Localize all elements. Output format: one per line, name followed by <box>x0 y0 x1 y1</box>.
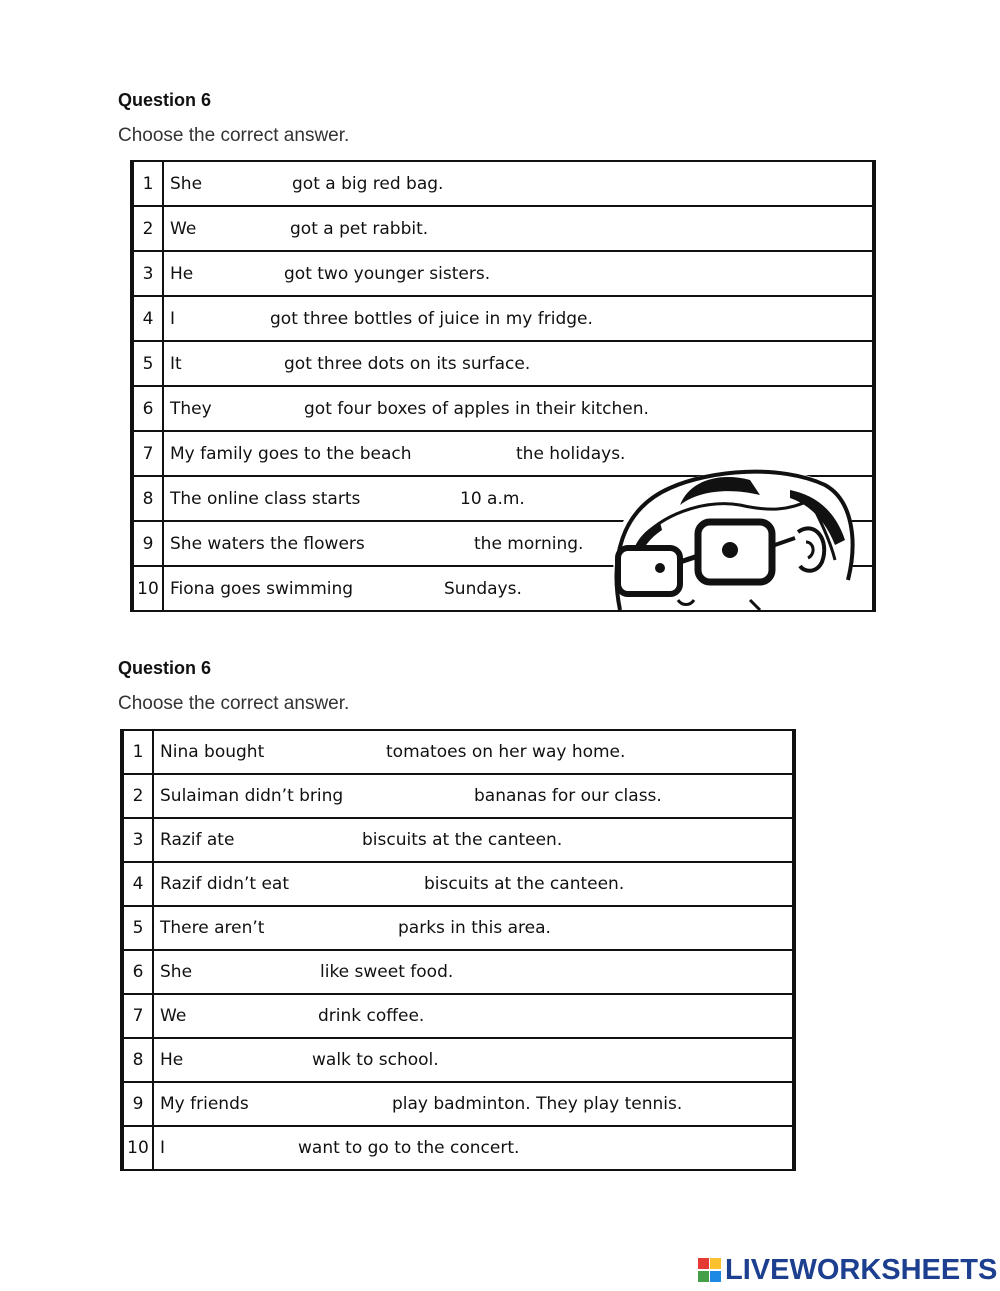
sentence-cell <box>153 994 794 1038</box>
question-instruction-1: Choose the correct answer. <box>118 125 350 146</box>
sentence-start: My friends <box>160 1094 249 1114</box>
table-row <box>122 862 794 906</box>
table-row <box>132 386 874 431</box>
question-title-1: Question 6 <box>118 90 212 110</box>
row-number: 1 <box>122 730 153 774</box>
sentence-end: the holidays. <box>516 443 626 464</box>
sentence-end: got four boxes of apples in their kitchen. <box>304 398 649 419</box>
sentence-end: Sundays. <box>444 578 522 599</box>
sentence-end: biscuits at the canteen. <box>362 830 563 850</box>
table-row <box>122 730 794 774</box>
sentence-end: got three dots on its surface. <box>284 353 531 374</box>
row-number: 7 <box>122 994 153 1038</box>
sentence-start: She <box>170 173 203 194</box>
sentence-cell <box>153 730 794 774</box>
row-number: 6 <box>122 950 153 994</box>
sentence-end: bananas for our class. <box>474 786 662 806</box>
question-instruction-2: Choose the correct answer. <box>118 693 350 714</box>
sentence-start: Razif didn’t eat <box>160 874 289 894</box>
row-number: 6 <box>132 386 163 431</box>
sentence-end: play badminton. They play tennis. <box>392 1094 683 1114</box>
table-row <box>122 818 794 862</box>
row-number: 1 <box>132 161 163 206</box>
sentence-cell <box>163 161 874 206</box>
sentence-end: 10 a.m. <box>460 488 525 509</box>
sentence-start: She <box>160 962 193 982</box>
row-number: 9 <box>122 1082 153 1126</box>
sentence-start: My family goes to the beach <box>170 443 412 464</box>
sentence-start: I <box>170 308 176 329</box>
logo-text: LIVEWORKSHEETS <box>725 1253 998 1286</box>
sentence-start: We <box>170 218 197 239</box>
sentence-start: He <box>160 1050 184 1070</box>
row-number: 3 <box>132 251 163 296</box>
sentence-cell <box>153 1082 794 1126</box>
table-row <box>122 1126 794 1170</box>
sentence-cell <box>153 818 794 862</box>
row-number: 5 <box>132 341 163 386</box>
sentence-cell <box>153 906 794 950</box>
sentence-start: Sulaiman didn’t bring <box>160 786 344 806</box>
row-number: 8 <box>122 1038 153 1082</box>
table-row <box>122 1082 794 1126</box>
sentence-start: It <box>170 353 182 374</box>
sentence-start: The online class starts <box>170 488 361 509</box>
sentence-end: got three bottles of juice in my fridge. <box>270 308 593 329</box>
cartoon-girl-illustration <box>590 450 876 610</box>
table-row <box>132 296 874 341</box>
sentence-cell <box>163 251 874 296</box>
sentence-start: Nina bought <box>160 742 265 762</box>
row-number: 3 <box>122 818 153 862</box>
sentence-end: got two younger sisters. <box>284 263 491 284</box>
sentence-end: like sweet food. <box>320 962 454 982</box>
sentence-cell <box>163 341 874 386</box>
table-row <box>132 251 874 296</box>
table-row <box>132 161 874 206</box>
sentence-end: parks in this area. <box>398 918 551 938</box>
row-number: 8 <box>132 476 163 521</box>
sentence-end: biscuits at the canteen. <box>424 874 625 894</box>
row-number: 10 <box>122 1126 153 1170</box>
sentence-start: We <box>160 1006 187 1026</box>
worksheet-table-2 <box>120 729 796 1171</box>
sentence-cell <box>153 774 794 818</box>
sentence-cell <box>153 950 794 994</box>
sentence-start: She waters the flowers <box>170 533 365 554</box>
table-row <box>122 906 794 950</box>
row-number: 7 <box>132 431 163 476</box>
sentence-cell <box>163 296 874 341</box>
sentence-cell <box>153 1038 794 1082</box>
sentence-end: tomatoes on her way home. <box>386 742 626 762</box>
sentence-end: the morning. <box>474 533 584 554</box>
sentence-cell <box>153 1126 794 1170</box>
table-row <box>122 994 794 1038</box>
sentence-end: walk to school. <box>312 1050 439 1070</box>
row-number: 10 <box>132 566 163 611</box>
row-number: 4 <box>122 862 153 906</box>
sentence-end: got a big red bag. <box>292 173 444 194</box>
sentence-start: Razif ate <box>160 830 235 850</box>
liveworksheets-logo-icon <box>697 1255 723 1285</box>
table-row <box>122 1038 794 1082</box>
row-number: 2 <box>132 206 163 251</box>
sentence-start: Fiona goes swimming <box>170 578 354 599</box>
sentence-cell <box>153 862 794 906</box>
sentence-start: I <box>160 1138 166 1158</box>
sentence-start: He <box>170 263 194 284</box>
row-number: 5 <box>122 906 153 950</box>
question-title-2: Question 6 <box>118 658 212 678</box>
sentence-cell <box>163 386 874 431</box>
sentence-cell <box>163 206 874 251</box>
sentence-end: got a pet rabbit. <box>290 218 429 239</box>
liveworksheets-logo <box>697 1252 997 1288</box>
sentence-start: There aren’t <box>160 918 265 938</box>
sentence-start: They <box>170 398 212 419</box>
row-number: 2 <box>122 774 153 818</box>
table-row <box>132 341 874 386</box>
table-row <box>122 950 794 994</box>
row-number: 9 <box>132 521 163 566</box>
table-row <box>132 206 874 251</box>
sentence-end: want to go to the concert. <box>298 1138 520 1158</box>
row-number: 4 <box>132 296 163 341</box>
sentence-end: drink coffee. <box>318 1006 425 1026</box>
table-row <box>122 774 794 818</box>
